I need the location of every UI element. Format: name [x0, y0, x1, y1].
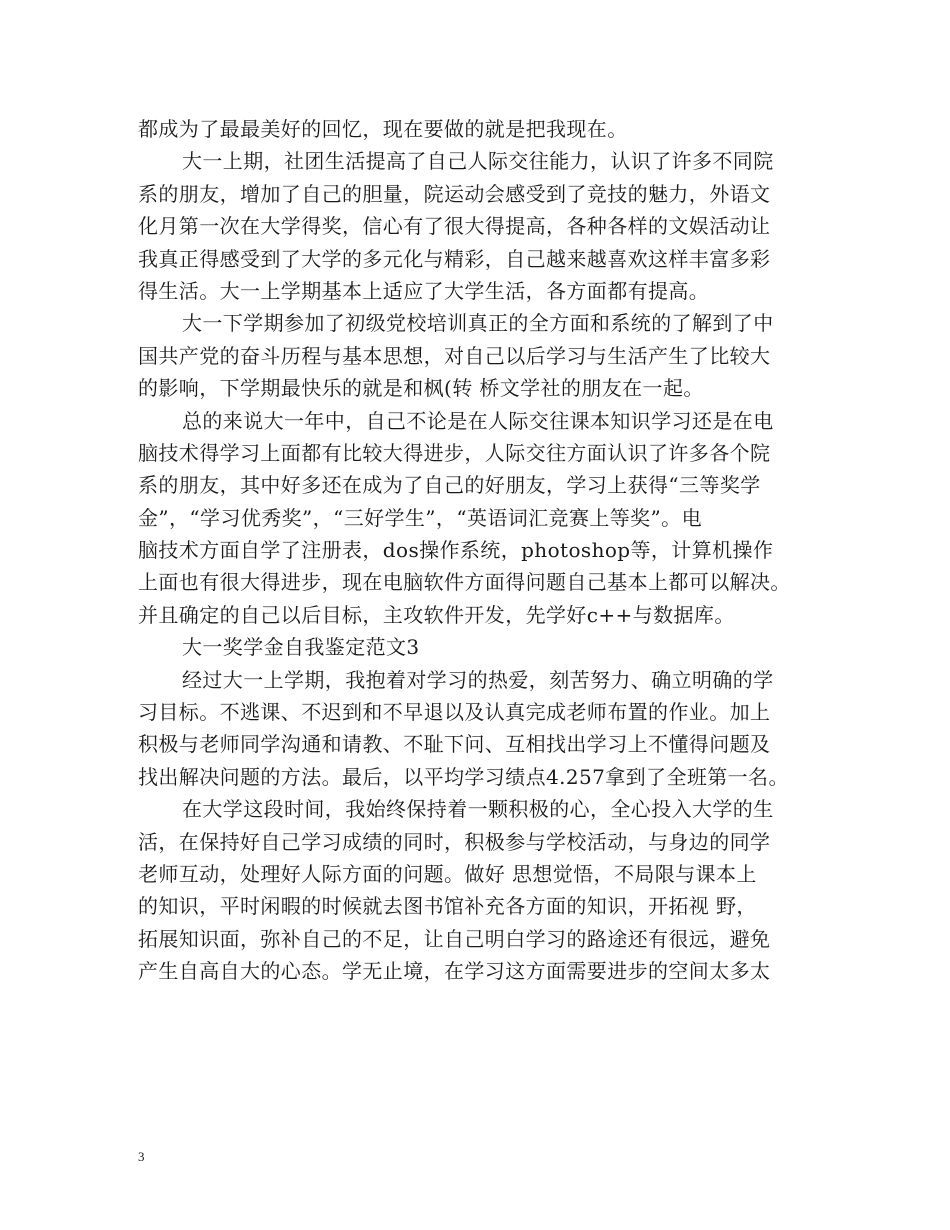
text-line: 并且确定的自己以后目标，主攻软件开发，先学好c++与数据库。 [138, 602, 735, 627]
text-line: 经过大一上学期，我抱着对学习的热爱，刻苦努力、确立明确的学 [182, 667, 774, 692]
text-line: 大一下学期参加了初级党校培训真正的全方面和系统的了解到了中 [182, 311, 774, 336]
text-line: 上面也有很大得进步，现在电脑软件方面得问题自己基本上都可以解决。 [138, 570, 791, 595]
text-line: 系的朋友，增加了自己的胆量，院运动会感受到了竞技的魅力，外语文 [138, 181, 771, 206]
text-line: 大一奖学金自我鉴定范文3 [182, 635, 420, 660]
page-number: 3 [138, 1149, 145, 1164]
text-line: 老师互动，处理好人际方面的问题。做好 思想觉悟，不局限与课本上 [138, 861, 757, 886]
text-line: 活，在保持好自己学习成绩的同时，积极参与学校活动，与身边的同学 [138, 829, 771, 854]
text-line: 拓展知识面，弥补自己的不足，让自己明白学习的路途还有很远，避免 [138, 926, 771, 951]
text-line: 大一上期，社团生活提高了自己人际交往能力，认识了许多不同院 [182, 149, 774, 174]
text-line: 习目标。不逃课、不迟到和不早退以及认真完成老师布置的作业。加上 [138, 700, 771, 725]
text-line: 脑技术得学习上面都有比较大得进步，人际交往方面认识了许多各个院 [138, 440, 771, 465]
text-line: 化月第一次在大学得奖，信心有了很大得提高，各种各样的文娱活动让 [138, 214, 771, 239]
document-body [138, 113, 828, 988]
text-line: 国共产党的奋斗历程与基本思想，对自己以后学习与生活产生了比较大 [138, 343, 771, 368]
text-line: 在大学这段时间，我始终保持着一颗积极的心，全心投入大学的生 [182, 797, 774, 822]
text-line: 我真正得感受到了大学的多元化与精彩，自己越来越喜欢这样丰富多彩 [138, 246, 771, 271]
text-line: 的影响，下学期最快乐的就是和枫(转 桥文学社的朋友在一起。 [138, 376, 704, 401]
text-line: 总的来说大一年中，自己不论是在人际交往课本知识学习还是在电 [182, 408, 774, 433]
text-line: 产生自高自大的心态。学无止境，在学习这方面需要进步的空间太多太 [138, 959, 771, 984]
text-line: 金”，“学习优秀奖”，“三好学生”，“英语词汇竞赛上等奖”。电 [138, 505, 702, 530]
text-line: 都成为了最最美好的回忆，现在要做的就是把我现在。 [138, 117, 628, 141]
text-line: 系的朋友，其中好多还在成为了自己的好朋友，学习上获得“三等奖学 [138, 473, 761, 498]
text-line: 积极与老师同学沟通和请教、不耻下问、互相找出学习上不懂得问题及 [138, 732, 771, 757]
text-line: 找出解决问题的方法。最后，以平均学习绩点4.257拿到了全班第一名。 [138, 764, 789, 789]
text-line: 得生活。大一上学期基本上适应了大学生活，各方面都有提高。 [138, 278, 710, 303]
text-line: 脑技术方面自学了注册表，dos操作系统，photoshop等，计算机操作 [138, 538, 774, 563]
text-line: 的知识，平时闲暇的时候就去图书馆补充各方面的知识，开拓视 野， [138, 894, 757, 919]
